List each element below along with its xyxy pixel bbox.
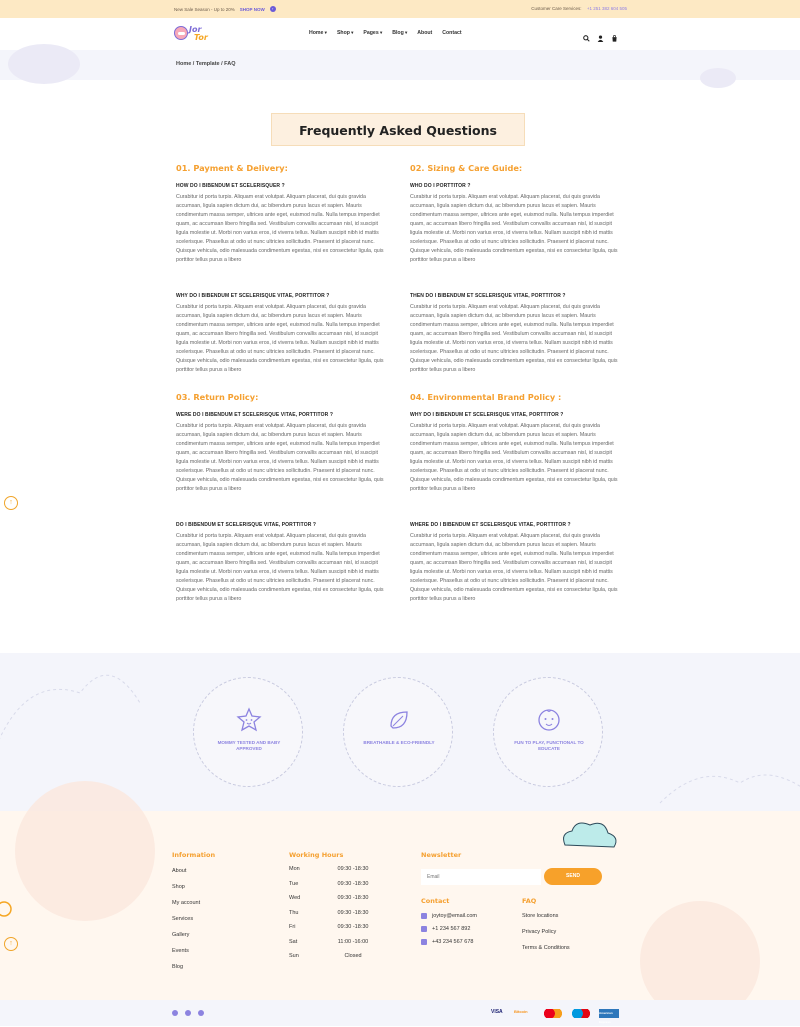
hours-row	[289, 939, 372, 954]
feature-badge	[193, 677, 303, 787]
feature-badge	[493, 677, 603, 787]
hours-day: Sat	[289, 938, 298, 945]
hours-day: Mon	[289, 866, 300, 872]
faq-answer: Curabitur id porta turpis. Aliquam erat volutpat. Aliquam placerat, dui quis gravida accumsan, ligula sapien dictum dui, ac bibendum purus lacus et sapien. Mauris condimentum massa semper, ultrices ante eget, euismod nulla. Nulla tempus imperdiet quam, ac accumsan libero fringilla sed. Vestibulum convallis accumsan nisl, id suscipit ligula molestie ut. Morbi non varius eros, id viverra tellus. Nullam suscipit nibh id mattis scelerisque. Phasellus at odio ut nunc ultricies sollicitudin. Praesent id placerat nunc. Quisque vehicula, odio malesuada condimentum egestas, nisi ex consectetur ligula, quis porttitor tellus purus a libero	[410, 194, 618, 263]
footer-bottom-bar	[0, 1000, 800, 1026]
hours-row	[289, 924, 372, 939]
footer-link-terms[interactable]: Terms & Conditions	[522, 945, 570, 951]
faq-section-heading: 02. Sizing & Care Guide:	[410, 163, 523, 173]
hours-day: Sun	[289, 953, 299, 959]
hours-time: 09:30 -18:30	[337, 909, 369, 916]
faq-answer: Curabitur id porta turpis. Aliquam erat volutpat. Aliquam placerat, dui quis gravida accumsan, ligula sapien dictum dui, ac bibendum purus lacus et sapien. Mauris condimentum massa semper, ultrices ante eget, euismod nulla. Nulla tempus imperdiet quam, ac accumsan libero fringilla sed. Vestibulum convallis accumsan nisl, id suscipit ligula molestie ut. Morbi non varius eros, id viverra tellus. Nullam suscipit nibh id mattis scelerisque. Phasellus at odio ut nunc ultricies sollicitudin. Praesent id placerat nunc. Quisque vehicula, odio malesuada condimentum egestas, nisi ex consectetur ligula, quis porttitor tellus purus a libero	[176, 533, 384, 602]
amex-icon: American Express	[599, 1009, 619, 1018]
footer-link-gallery[interactable]: Gallery	[172, 932, 190, 938]
hours-day: Fri	[289, 924, 296, 930]
faq-answer: Curabitur id porta turpis. Aliquam erat volutpat. Aliquam placerat, dui quis gravida accumsan, ligula sapien dictum dui, ac bibendum purus lacus et sapien. Mauris condimentum massa semper, ultrices ante eget, euismod nulla. Nulla tempus imperdiet quam, ac accumsan libero fringilla sed. Vestibulum convallis accumsan nisl, id suscipit ligula molestie ut. Morbi non varius eros, id viverra tellus. Nullam suscipit nibh id mattis scelerisque. Phasellus at odio ut nunc ultricies sollicitudin. Praesent id placerat nunc. Quisque vehicula, odio malesuada condimentum egestas, nisi ex consectetur ligula, quis porttitor tellus purus a libero	[410, 423, 618, 492]
hours-time: 09:30 -18:30	[337, 924, 369, 930]
faq-section-heading: 03. Return Policy:	[176, 392, 259, 402]
faq-column-left-lower	[176, 392, 388, 632]
hours-time: 09:30 -18:30	[337, 880, 369, 887]
footer-information-heading: Information	[172, 851, 216, 859]
top-promo-bar	[0, 0, 800, 18]
hours-day: Tue	[289, 880, 299, 887]
nav-pages[interactable]: Pages ▾	[363, 30, 382, 36]
feature-badge	[343, 677, 453, 787]
search-icon[interactable]	[583, 29, 590, 36]
footer-contact-heading: Contact	[421, 897, 450, 905]
bitcoin-icon: Bitcoin	[514, 1009, 528, 1014]
visa-icon: VISA	[491, 1009, 503, 1015]
faq-title-box	[271, 113, 525, 146]
chat-icon	[421, 939, 427, 945]
footer-link-services[interactable]: Services	[172, 916, 194, 922]
faq-question: WHY DO I BIBENDUM ET SCELERISQUE VITAE, PORTTITOR ?	[410, 412, 564, 418]
nav-shop[interactable]: Shop ▾	[337, 30, 353, 36]
decor-footer	[0, 811, 800, 1000]
decor-flower	[8, 44, 80, 84]
faq-question: DO I BIBENDUM ET SCELERISQUE VITAE, PORTTITOR ?	[176, 522, 317, 528]
nav-home[interactable]: Home ▾	[309, 30, 327, 36]
leaf-icon	[385, 706, 413, 734]
faq-question: WHO DO I PORTTITOR ?	[410, 183, 471, 189]
hours-day: Thu	[289, 909, 299, 916]
mail-icon	[421, 913, 427, 919]
footer-link-about[interactable]: About	[172, 868, 187, 874]
phone-icon	[421, 926, 427, 932]
footer-link-account[interactable]: My account	[172, 900, 201, 906]
decor-cloud	[700, 68, 736, 88]
promo-banner	[174, 6, 276, 12]
site-header	[0, 18, 800, 50]
site-logo[interactable]	[174, 24, 210, 44]
contact-email-text: joytoy@email.com	[432, 913, 478, 919]
footer-link-blog[interactable]: Blog	[172, 964, 184, 970]
site-footer	[0, 811, 800, 1000]
main-nav	[309, 30, 462, 36]
baby-face-icon	[535, 706, 563, 734]
customer-care-label: Customer Care Services:	[531, 6, 582, 11]
footer-faq-heading: FAQ	[522, 897, 537, 905]
faq-section-heading: 01. Payment & Delivery:	[176, 163, 288, 173]
hours-time: Closed	[344, 953, 362, 959]
faq-answer: Curabitur id porta turpis. Aliquam erat volutpat. Aliquam placerat, dui quis gravida accumsan, ligula sapien dictum dui, ac bibendum purus lacus et sapien. Mauris condimentum massa semper, ultrices ante eget, euismod nulla. Nulla tempus imperdiet quam, ac accumsan libero fringilla sed. Vestibulum convallis accumsan nisl, id suscipit ligula molestie ut. Morbi non varius eros, id viverra tellus. Nullam suscipit nibh id mattis scelerisque. Phasellus at odio ut nunc ultricies sollicitudin. Praesent id placerat nunc. Quisque vehicula, odio malesuada condimentum egestas, nisi ex consectetur ligula, quis porttitor tellus purus a libero	[410, 533, 618, 602]
hours-time: 09:30 -18:30	[337, 895, 369, 901]
hours-time: 11:00 -16:00	[337, 938, 369, 945]
arrow-right-icon[interactable]: ›	[270, 6, 276, 12]
faq-column-right	[410, 163, 622, 403]
contact-phone-alt-text: +43 234 567 678	[432, 939, 474, 945]
promo-text: New Sale Season - Up to 20%	[174, 6, 235, 12]
footer-link-privacy[interactable]: Privacy Policy	[522, 929, 557, 935]
faq-question: WHERE DO I BIBENDUM ET SCELERISQUE VITAE, PORTTITOR ?	[410, 522, 571, 528]
header-icons	[583, 29, 618, 36]
user-icon[interactable]	[597, 29, 604, 36]
star-face-icon	[235, 706, 263, 734]
faq-question: WHY DO I BIBENDUM ET SCELERISQUE VITAE, PORTTITOR ?	[176, 293, 330, 299]
faq-question: HOW DO I BIBENDUM ET SCELERISQUER ?	[176, 183, 285, 189]
nav-contact[interactable]: Contact	[442, 30, 462, 36]
mastercard-icon	[544, 1009, 562, 1018]
instagram-icon[interactable]	[198, 1010, 204, 1016]
working-hours-table	[289, 866, 372, 968]
contact-phone-alt[interactable]	[421, 939, 473, 945]
hours-row	[289, 910, 372, 925]
footer-newsletter-heading: Newsletter	[421, 851, 462, 859]
faq-question: WERE DO I BIBENDUM ET SCELERISQUE VITAE, PORTTITOR ?	[176, 412, 333, 418]
mascot-logo-icon	[174, 26, 188, 40]
hours-day: Wed	[289, 895, 301, 901]
newsletter-send-button[interactable]: SEND	[544, 868, 602, 885]
page-title: Frequently Asked Questions	[299, 123, 497, 138]
newsletter-email-input[interactable]	[421, 869, 541, 885]
hours-row	[289, 953, 372, 968]
footer-link-events[interactable]: Events	[172, 948, 189, 954]
breadcrumb-bar	[0, 50, 800, 80]
nav-about[interactable]: About	[417, 30, 433, 36]
hours-row	[289, 895, 372, 910]
contact-phone[interactable]	[421, 926, 470, 932]
footer-link-store-locations[interactable]: Store locations	[522, 913, 559, 919]
logo-text-top: Jor	[189, 25, 202, 34]
shop-now-link[interactable]: SHOP NOW	[239, 6, 265, 12]
maestro-icon	[572, 1009, 590, 1018]
scroll-top-button[interactable]: ↑	[4, 496, 18, 510]
feature-label: BREATHABLE & ECO-FRIENDLY	[363, 740, 435, 745]
faq-answer: Curabitur id porta turpis. Aliquam erat volutpat. Aliquam placerat, dui quis gravida accumsan, ligula sapien dictum dui, ac bibendum purus lacus et sapien. Mauris condimentum massa semper, ultrices ante eget, euismod nulla. Nulla tempus imperdiet quam, ac accumsan libero fringilla sed. Vestibulum convallis accumsan nisl, id suscipit ligula molestie ut. Morbi non varius eros, id viverra tellus. Nullam suscipit nibh id mattis scelerisque. Phasellus at odio ut nunc ultricies sollicitudin. Praesent id placerat nunc. Quisque vehicula, odio malesuada condimentum egestas, nisi ex consectetur ligula, quis porttitor tellus purus a libero	[410, 304, 618, 373]
contact-email[interactable]	[421, 913, 477, 919]
scroll-top-button[interactable]: ↑	[4, 937, 18, 951]
faq-column-right-lower	[410, 392, 622, 632]
faq-answer: Curabitur id porta turpis. Aliquam erat volutpat. Aliquam placerat, dui quis gravida accumsan, ligula sapien dictum dui, ac bibendum purus lacus et sapien. Mauris condimentum massa semper, ultrices ante eget, euismod nulla. Nulla tempus imperdiet quam, ac accumsan libero fringilla sed. Vestibulum convallis accumsan nisl, id suscipit ligula molestie ut. Morbi non varius eros, id viverra tellus. Nullam suscipit nibh id mattis scelerisque. Phasellus at odio ut nunc ultricies sollicitudin. Praesent id placerat nunc. Quisque vehicula, odio malesuada condimentum egestas, nisi ex consectetur ligula, quis porttitor tellus purus a libero	[176, 304, 384, 373]
feature-label: MOMMY TESTED AND BABY APPROVED	[217, 740, 281, 751]
hours-time: 09:30 -18:30	[337, 866, 369, 872]
faq-answer: Curabitur id porta turpis. Aliquam erat volutpat. Aliquam placerat, dui quis gravida accumsan, ligula sapien dictum dui, ac bibendum purus lacus et sapien. Mauris condimentum massa semper, ultrices ante eget, euismod nulla. Nulla tempus imperdiet quam, ac accumsan libero fringilla sed. Vestibulum convallis accumsan nisl, id suscipit ligula molestie ut. Morbi non varius eros, id viverra tellus. Nullam suscipit nibh id mattis scelerisque. Phasellus at odio ut nunc ultricies sollicitudin. Praesent id placerat nunc. Quisque vehicula, odio malesuada condimentum egestas, nisi ex consectetur ligula, quis porttitor tellus purus a libero	[176, 194, 384, 263]
facebook-icon[interactable]	[172, 1010, 178, 1016]
footer-link-shop[interactable]: Shop	[172, 884, 185, 890]
logo-text-bottom: Tor	[194, 33, 208, 42]
footer-hours-heading: Working Hours	[289, 851, 344, 859]
customer-care-phone[interactable]: +1 251 382 604 505	[586, 6, 627, 11]
features-strip	[0, 653, 800, 811]
hours-row	[289, 881, 372, 896]
contact-phone-text: +1 234 567 892	[432, 926, 471, 932]
faq-question: THEN DO I BIBENDUM ET SCELERISQUE VITAE, PORTTITOR ?	[410, 293, 566, 299]
faq-answer: Curabitur id porta turpis. Aliquam erat volutpat. Aliquam placerat, dui quis gravida accumsan, ligula sapien dictum dui, ac bibendum purus lacus et sapien. Mauris condimentum massa semper, ultrices ante eget, euismod nulla. Nulla tempus imperdiet quam, ac accumsan libero fringilla sed. Vestibulum convallis accumsan nisl, id suscipit ligula molestie ut. Morbi non varius eros, id viverra tellus. Nullam suscipit nibh id mattis scelerisque. Phasellus at odio ut nunc ultricies sollicitudin. Praesent id placerat nunc. Quisque vehicula, odio malesuada condimentum egestas, nisi ex consectetur ligula, quis porttitor tellus purus a libero	[176, 423, 384, 492]
cart-icon[interactable]	[611, 29, 618, 36]
faq-column-left	[176, 163, 388, 403]
nav-blog[interactable]: Blog ▾	[392, 30, 407, 36]
hours-row	[289, 866, 372, 881]
footer-information-links	[172, 868, 200, 980]
breadcrumb[interactable]: Home / Template / FAQ	[176, 61, 236, 67]
faq-section-heading: 04. Environmental Brand Policy :	[410, 392, 562, 402]
feature-label: FUN TO PLAY, FUNCTIONAL TO EDUCATE	[514, 740, 584, 751]
footer-faq-links	[522, 913, 570, 961]
customer-care	[531, 6, 627, 11]
twitter-icon[interactable]	[185, 1010, 191, 1016]
